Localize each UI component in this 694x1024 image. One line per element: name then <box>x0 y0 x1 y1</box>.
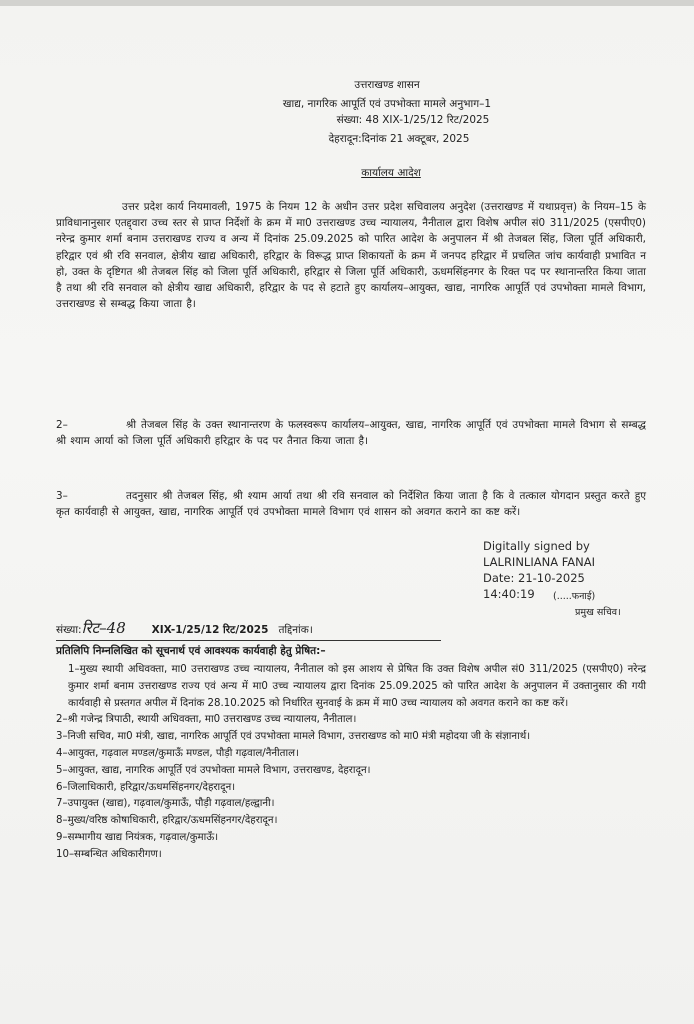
signatory-name-hindi: (.....फनाई) <box>553 591 596 602</box>
signature-time: 14:40:19 <box>483 587 535 601</box>
paragraph-2-number: 2– <box>56 419 68 431</box>
copy-recipient-item: 6–जिलाधिकारी, हरिद्वार/ऊधमसिंहनगर/देहरादून। <box>56 781 236 793</box>
reference-code: XIX-1/25/12 रिट/2025 <box>151 624 269 636</box>
copy-recipient-item: 2–श्री गजेन्द्र त्रिपाठी, स्थायी अधिवक्ता, मा0 उत्तराखण्ड उच्च न्यायालय, नैनीताल। <box>56 714 357 726</box>
paragraph-3-text: तदनुसार श्री तेजबल सिंह, श्री श्याम आर्या तथा श्री रवि सनवाल को निर्देशित किया जाता है कि वे तत्काल योगदान प्रस्तुत करते हुए कृत कार्यवाही से आयुक्त, खाद्य, नागरिक आपूर्ति एवं उपभोक्ता मामले विभाग एवं शासन को अवगत कराने का कष्ट करें। <box>56 490 646 519</box>
copy-recipient-list <box>56 662 646 864</box>
copy-recipient-item: 8–मुख्य/वरिष्ठ कोषाधिकारी, हरिद्वार/ऊधमसिंहनगर/देहरादून। <box>56 815 278 827</box>
copy-heading: प्रतिलिपि निम्नलिखित को सूचनार्थ एवं आवश्यक कार्यवाही हेतु प्रेषित:– <box>56 645 326 657</box>
reference-date: तद्दिनांक। <box>278 624 313 636</box>
signatory-designation: प्रमुख सचिव। <box>575 607 621 618</box>
signature-name: LALRINLIANA FANAI <box>483 555 596 569</box>
signature-line-1: Digitally signed by <box>483 539 590 553</box>
paragraph-1: उत्तर प्रदेश कार्य नियमावली, 1975 के नियम 12 के अधीन उत्तर प्रदेश सचिवालय अनुदेश (उत्तराखण्ड में यथाप्रवृत्त) के नियम–15 के प्राविधानानुसार एतद्द्वारा उच्च स्तर से प्राप्त निर्देशों के क्रम में मा0 उत्तराखण्ड उच्च न्यायालय, नैनीताल द्वारा विशेष अपील सं0 311/2025 (एसपीए0) नरेन्द्र कुमार शर्मा बनाम उत्तराखण्ड राज्य व अन्य में दिनांक 25.09.2025 को पारित आदेश के अनुपालन में श्री तेजबल सिंह, जिला पूर्ति अधिकारी, हरिद्वार एवं श्री रवि सनवाल, क्षेत्रीय खाद्य अधिकारी, हरिद्वार के विरूद्ध प्राप्त शिकायतों के क्रम में जनपद हरिद्वार में प्रचलित जांच कार्यवाही प्रभावित न हो, उक्त के दृष्टिगत श्री तेजबल सिंह को जिला पूर्ति अधिकारी, हरिद्वार से जिला पूर्ति अधिकारी, ऊधमसिंहनगर के रिक्त पद पर स्थानान्तरित किया जाता है तथा श्री रवि सनवाल को क्षेत्रीय खाद्य अधिकारी, हरिद्वार के पद से हटाते हुए कार्यालय–आयुक्त, खाद्य, नागरिक आपूर्ति एवं उपभोक्ता मामले विभाग, उत्तराखण्ड से सम्बद्ध किया जाता है। <box>56 201 646 311</box>
copy-recipient-item: 5–आयुक्त, खाद्य, नागरिक आपूर्ति एवं उपभोक्ता मामले विभाग, उत्तराखण्ड, देहरादून। <box>56 764 371 776</box>
scan-top-edge <box>0 0 694 6</box>
copy-recipient-item: 3–निजी सचिव, मा0 मंत्री, खाद्य, नागरिक आपूर्ति एवं उपभोक्ता मामले विभाग, उत्तराखण्ड को मा0 मंत्री महोदया जी के संज्ञानार्थ। <box>56 731 531 743</box>
copy-recipient-item: 10–सम्बन्धित अधिकारीगण। <box>56 848 162 860</box>
paragraph-3 <box>56 488 646 520</box>
reference-underline <box>56 640 441 641</box>
reference-prefix: संख्या: <box>56 624 82 636</box>
letter-number: संख्या: 48 XIX-1/25/12 रिट/2025 <box>336 114 490 126</box>
handwritten-number: रिट–48 <box>81 619 126 637</box>
copy-reference-line <box>56 620 646 638</box>
paragraph-2-text: श्री तेजबल सिंह के उक्त स्थानान्तरण के फलस्वरूप कार्यालय–आयुक्त, खाद्य, नागरिक आपूर्ति एवं उपभोक्ता मामले विभाग से सम्बद्ध श्री श्याम आर्या को जिला पूर्ति अधिकारी हरिद्वार के पद पर तैनात किया जाता है। <box>56 419 646 448</box>
department-line: खाद्य, नागरिक आपूर्ति एवं उपभोक्ता मामले अनुभाग–1 <box>282 98 492 110</box>
govt-title: उत्तराखण्ड शासन <box>354 79 420 91</box>
copy-recipient-item: 4–आयुक्त, गढ़वाल मण्डल/कुमाऊँ मण्डल, पौड़ी गढ़वाल/नैनीताल। <box>56 747 299 759</box>
letter-date: देहरादून:दिनांक 21 अक्टूबर, 2025 <box>328 133 470 145</box>
copy-recipient-item: 9–सम्भागीय खाद्य नियंत्रक, गढ़वाल/कुमाऊँ। <box>56 831 219 843</box>
signature-date: Date: 21-10-2025 <box>483 571 585 585</box>
copy-recipient-item: 1–मुख्य स्थायी अधिवक्ता, मा0 उत्तराखण्ड उच्च न्यायालय, नैनीताल को इस आशय से प्रेषित कि उक्त विशेष अपील सं0 311/2025 (एसपीए0) नरेन्द्र कुमार शर्मा बनाम उत्तराखण्ड राज्य एवं अन्य में मा0 उच्च न्यायालय द्वारा दिनांक 25.09.2025 को पारित आदेश के अनुपालन में उक्तानुसार की गयी कार्यवाही से प्रस्तगत अपील में दिनांक 28.10.2025 को निर्धारित सुनवाई के क्रम में मा0 उच्च न्यायालय को अवगत कराने का कष्ट करें। <box>68 664 646 709</box>
copy-recipient-item: 7–उपायुक्त (खाद्य), गढ़वाल/कुमाऊँ, पौड़ी गढ़वाल/हल्द्वानी। <box>56 798 275 810</box>
paragraph-3-number: 3– <box>56 490 68 502</box>
paragraph-2 <box>56 417 646 449</box>
order-title: कार्यालय आदेश <box>361 167 421 179</box>
